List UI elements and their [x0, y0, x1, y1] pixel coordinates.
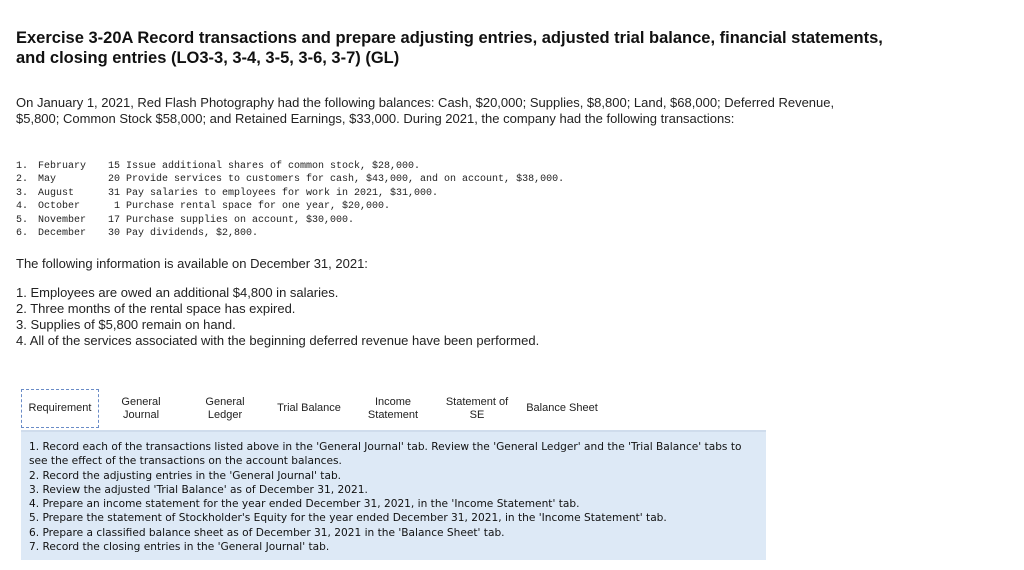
requirement-item: 5. Prepare the statement of Stockholder's Equity for the year ended December 31, 2021, in the 'Income Statement' tab. — [29, 512, 667, 525]
tab-trial-balance[interactable]: Trial Balance — [277, 402, 341, 414]
transaction-text: Provide services to customers for cash, $43,000, and on account, $38,000. — [126, 174, 565, 186]
transaction-number: 1. — [16, 161, 29, 172]
transaction-number: 5. — [16, 214, 29, 226]
requirement-item: 3. Review the adjusted 'Trial Balance' as of December 31, 2021. — [29, 483, 368, 496]
exercise-title: Exercise 3-20A Record transactions and prepare adjusting entries, adjusted trial balance, financial statements, and closing entries (LO3-3, 3-4, 3-5, 3-6, 3-7) (GL) — [16, 29, 883, 67]
transaction-text: Pay salaries to employees for work in 2021, $31,000. — [126, 187, 439, 199]
transaction-month: October — [38, 201, 81, 213]
transaction-day: 1 — [113, 201, 120, 213]
transaction-day: 17 — [107, 214, 120, 226]
tab-bar — [21, 389, 605, 430]
exercise-intro: On January 1, 2021, Red Flash Photography had the following balances: Cash, $20,000; Supplies, $8,800; Land, $68,000; Deferred Revenue, $5,800; Common Stock $58,000; and Retained Earnings, $33,000. During 2021, the company had the following transactions: — [16, 95, 835, 126]
requirement-item: 4. Prepare an income statement for the year ended December 31, 2021, in the 'Income Statement' tab. — [29, 498, 580, 511]
tab-general-ledger[interactable]: General Ledger — [205, 395, 245, 421]
info-item: 2. Three months of the rental space has expired. — [16, 301, 296, 316]
transaction-text: Pay dividends, $2,800. — [126, 228, 259, 240]
transaction-month: February — [38, 161, 87, 172]
transactions-list — [16, 160, 564, 240]
transaction-number: 4. — [16, 201, 29, 213]
transaction-number: 2. — [16, 174, 29, 186]
tab-balance-sheet[interactable]: Balance Sheet — [526, 402, 598, 414]
transaction-day: 20 — [107, 174, 120, 186]
requirement-item: 7. Record the closing entries in the 'General Journal' tab. — [29, 541, 330, 554]
requirement-item: 6. Prepare a classified balance sheet as of December 31, 2021 in the 'Balance Sheet' tab. — [29, 526, 505, 539]
info-item: 4. All of the services associated with the beginning deferred revenue have been performed. — [16, 333, 540, 348]
transaction-text: Purchase rental space for one year, $20,000. — [126, 201, 391, 213]
transaction-row — [16, 160, 564, 173]
transaction-row — [16, 200, 564, 213]
transaction-month: May — [38, 174, 57, 186]
tab-requirement[interactable]: Requirement — [21, 389, 99, 428]
transaction-text: Issue additional shares of common stock, $28,000. — [126, 161, 421, 172]
info-heading: The following information is available on December 31, 2021: — [16, 256, 368, 271]
info-item: 3. Supplies of $5,800 remain on hand. — [16, 317, 236, 332]
transaction-day: 30 — [107, 228, 120, 240]
transaction-month: November — [38, 214, 87, 226]
info-list — [16, 285, 539, 349]
transaction-number: 3. — [16, 187, 29, 199]
transaction-row — [16, 214, 564, 227]
requirement-item: 1. Record each of the transactions listed above in the 'General Journal' tab. Review the 'General Ledger' and the 'Trial Balance' tabs to see the effect of the transactions on the account balances. — [29, 441, 742, 468]
transaction-month: August — [38, 187, 75, 199]
transaction-row — [16, 187, 564, 200]
tab-statement-of-se[interactable]: Statement of SE — [445, 395, 509, 421]
transaction-row — [16, 227, 564, 240]
info-item: 1. Employees are owed an additional $4,800 in salaries. — [16, 285, 339, 300]
transaction-day: 15 — [107, 161, 120, 172]
transaction-month: December — [38, 228, 87, 240]
transaction-day: 31 — [107, 187, 120, 199]
transaction-row — [16, 173, 564, 186]
requirement-item: 2. Record the adjusting entries in the 'General Journal' tab. — [29, 469, 342, 482]
transaction-number: 6. — [16, 228, 29, 240]
tab-income-statement[interactable]: Income Statement — [367, 395, 419, 421]
tab-general-journal[interactable]: General Journal — [121, 395, 161, 421]
requirement-panel — [21, 430, 766, 560]
transaction-text: Purchase supplies on account, $30,000. — [126, 214, 355, 226]
